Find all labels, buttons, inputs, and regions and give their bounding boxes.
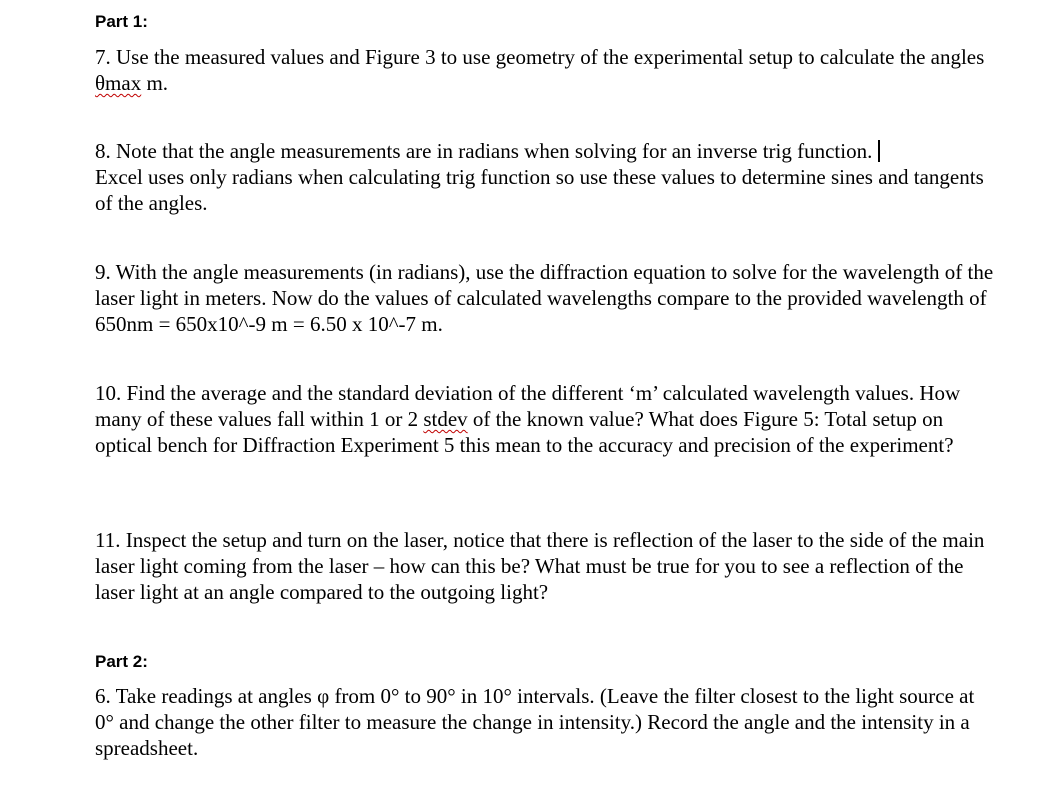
item-7-text-start: 7. Use the measured values and Figure 3 to use geometry of the experimental setup to calculate the angles [95, 45, 985, 69]
item-10-paragraph [95, 380, 995, 458]
item-11-paragraph: 11. Inspect the setup and turn on the laser, notice that there is reflection of the laser to the side of the main laser light coming from the laser – how can this be? What must be true for you to see a reflection of the laser light at an angle compared to the outgoing light? [95, 528, 985, 604]
item-9-paragraph: 9. With the angle measurements (in radians), use the diffraction equation to solve for the wavelength of the laser light in meters. Now do the values of calculated wavelengths compare to the provided wavelength of 650nm = 650x10^-9 m = 6.50 x 10^-7 m. [95, 260, 994, 336]
part1-heading: Part 1: [95, 12, 148, 31]
item-10-text-start: 10. Find the average and the standard deviation of the different ‘m’ calculated wavelength values. How many of these values fall within 1 or 2 [95, 381, 961, 431]
item-10-text-end: of the known value? What does Figure 5: Total setup on optical bench for Diffraction Experiment 5 this mean to the accuracy and precision of the experiment? [95, 407, 954, 457]
item-8-first-line: 8. Note that the angle measurements are in radians when solving for an inverse trig function. [95, 139, 873, 163]
part2-item-6-paragraph: 6. Take readings at angles φ from 0° to 90° in 10° intervals. (Leave the filter closest to the light source at 0° and change the other filter to measure the change in intensity.) Record the angle and the intensity in a spreadsheet. [95, 684, 975, 760]
spelling-flag-stdev[interactable]: stdev [423, 407, 468, 431]
item-7-text-end: m. [141, 71, 169, 95]
spelling-flag-theta-max[interactable]: θmax [95, 71, 142, 95]
item-7-paragraph [95, 44, 995, 96]
text-cursor [878, 140, 880, 162]
part2-heading: Part 2: [95, 652, 148, 671]
item-8-paragraph [95, 138, 995, 216]
item-8-rest: Excel uses only radians when calculating trig function so use these values to determine sines and tangents of the angles. [95, 165, 984, 215]
